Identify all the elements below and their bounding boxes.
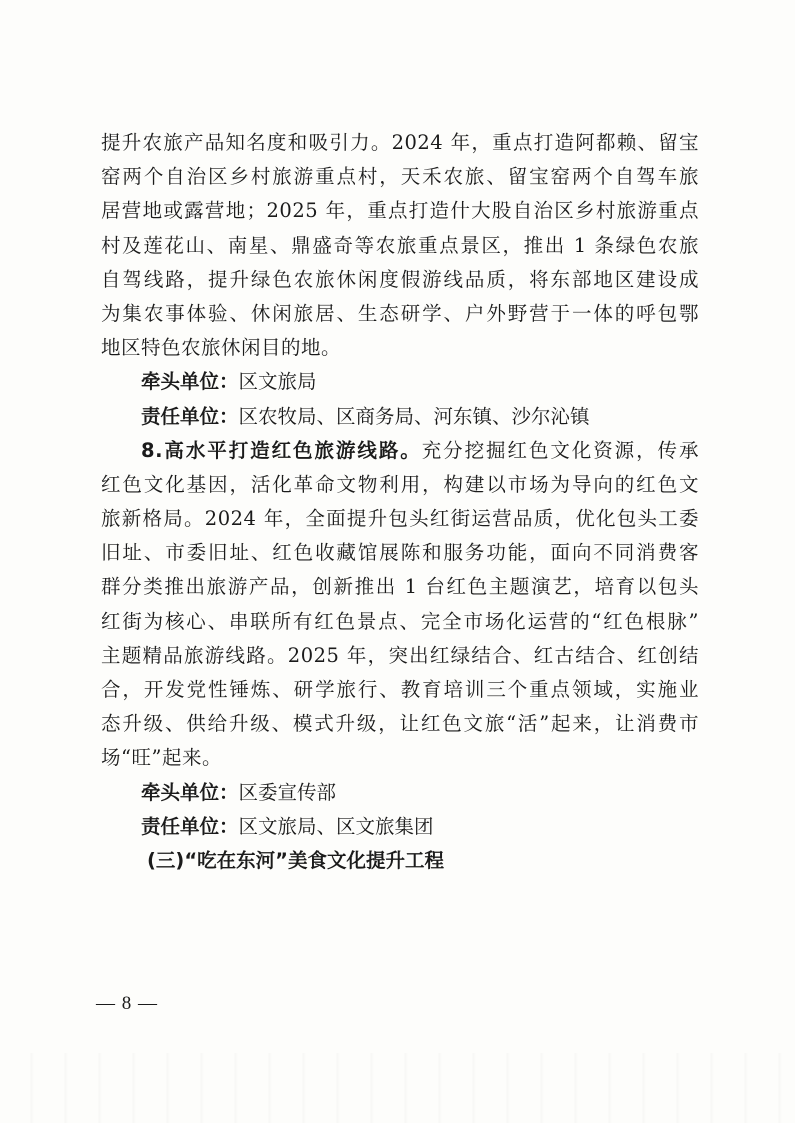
paragraph-line: 红色文化基因，活化革命文物利用，构建以市场为导向的红色文 bbox=[101, 472, 699, 496]
paragraph-line: 为集农事体验、休闲旅居、生态研学、户外野营于一体的呼包鄂 bbox=[101, 301, 699, 325]
responsible-unit-label: 责任单位： bbox=[141, 404, 239, 428]
paragraph-line: 提升农旅产品知名度和吸引力。2024 年，重点打造阿都赖、留宝 bbox=[101, 131, 699, 154]
item-title: 8.高水平打造红色旅游线路。 bbox=[141, 438, 422, 462]
paragraph-line: 旧址、市委旧址、红色收藏馆展陈和服务功能，面向不同消费客 bbox=[101, 541, 699, 565]
item-title-line bbox=[101, 434, 699, 468]
paragraph-line: 村及莲花山、南星、鼎盛奇等农旅重点景区，推出 1 条绿色农旅 bbox=[101, 233, 699, 257]
lead-unit-label: 牵头单位： bbox=[141, 780, 239, 804]
paragraph-line: 自驾线路，提升绿色农旅休闲度假游线品质，将东部地区建设成 bbox=[101, 267, 699, 291]
paragraph-line: 红街为核心、串联所有红色景点、完全市场化运营的“红色根脉” bbox=[101, 609, 699, 633]
paragraph-line: 场“旺”起来。 bbox=[101, 746, 222, 770]
scan-artifact bbox=[0, 1053, 795, 1123]
paragraph-line: 窑两个自治区乡村旅游重点村，天禾农旅、留宝窑两个自驾车旅 bbox=[101, 165, 699, 189]
paragraph-line: 态升级、供给升级、模式升级，让红色文旅“活”起来，让消费市 bbox=[101, 712, 699, 736]
lead-unit-line bbox=[101, 365, 699, 399]
lead-unit-value: 区委宣传部 bbox=[238, 780, 337, 804]
page-number: — 8 — bbox=[96, 993, 158, 1014]
paragraph-line: 地区特色农旅休闲目的地。 bbox=[101, 336, 342, 360]
paragraph-line: 合，开发党性锤炼、研学旅行、教育培训三个重点领域，实施业 bbox=[101, 678, 699, 701]
body-text bbox=[101, 126, 699, 878]
paragraph-line: 群分类推出旅游产品，创新推出 1 台红色主题演艺，培育以包头 bbox=[101, 575, 699, 599]
responsible-unit-value: 区农牧局、区商务局、河东镇、沙尔沁镇 bbox=[238, 404, 590, 428]
lead-unit-value: 区文旅局 bbox=[238, 370, 317, 394]
paragraph-line: 主题精品旅游线路。2025 年，突出红绿结合、红古结合、红创结 bbox=[101, 643, 699, 667]
responsible-unit-label: 责任单位： bbox=[141, 814, 239, 838]
section-heading: (三)“吃在东河”美食文化提升工程 bbox=[147, 848, 444, 872]
responsible-unit-line bbox=[101, 810, 699, 844]
responsible-unit-value: 区文旅局、区文旅集团 bbox=[238, 814, 434, 838]
paragraph-line: 居营地或露营地；2025 年，重点打造什大股自治区乡村旅游重点 bbox=[101, 199, 699, 223]
item-text: 充分挖掘红色文化资源，传承 bbox=[421, 438, 699, 462]
lead-unit-line bbox=[101, 776, 699, 810]
lead-unit-label: 牵头单位： bbox=[141, 370, 239, 394]
responsible-unit-line bbox=[101, 400, 699, 434]
paragraph-line: 旅新格局。2024 年，全面提升包头红街运营品质，优化包头工委 bbox=[101, 507, 699, 531]
